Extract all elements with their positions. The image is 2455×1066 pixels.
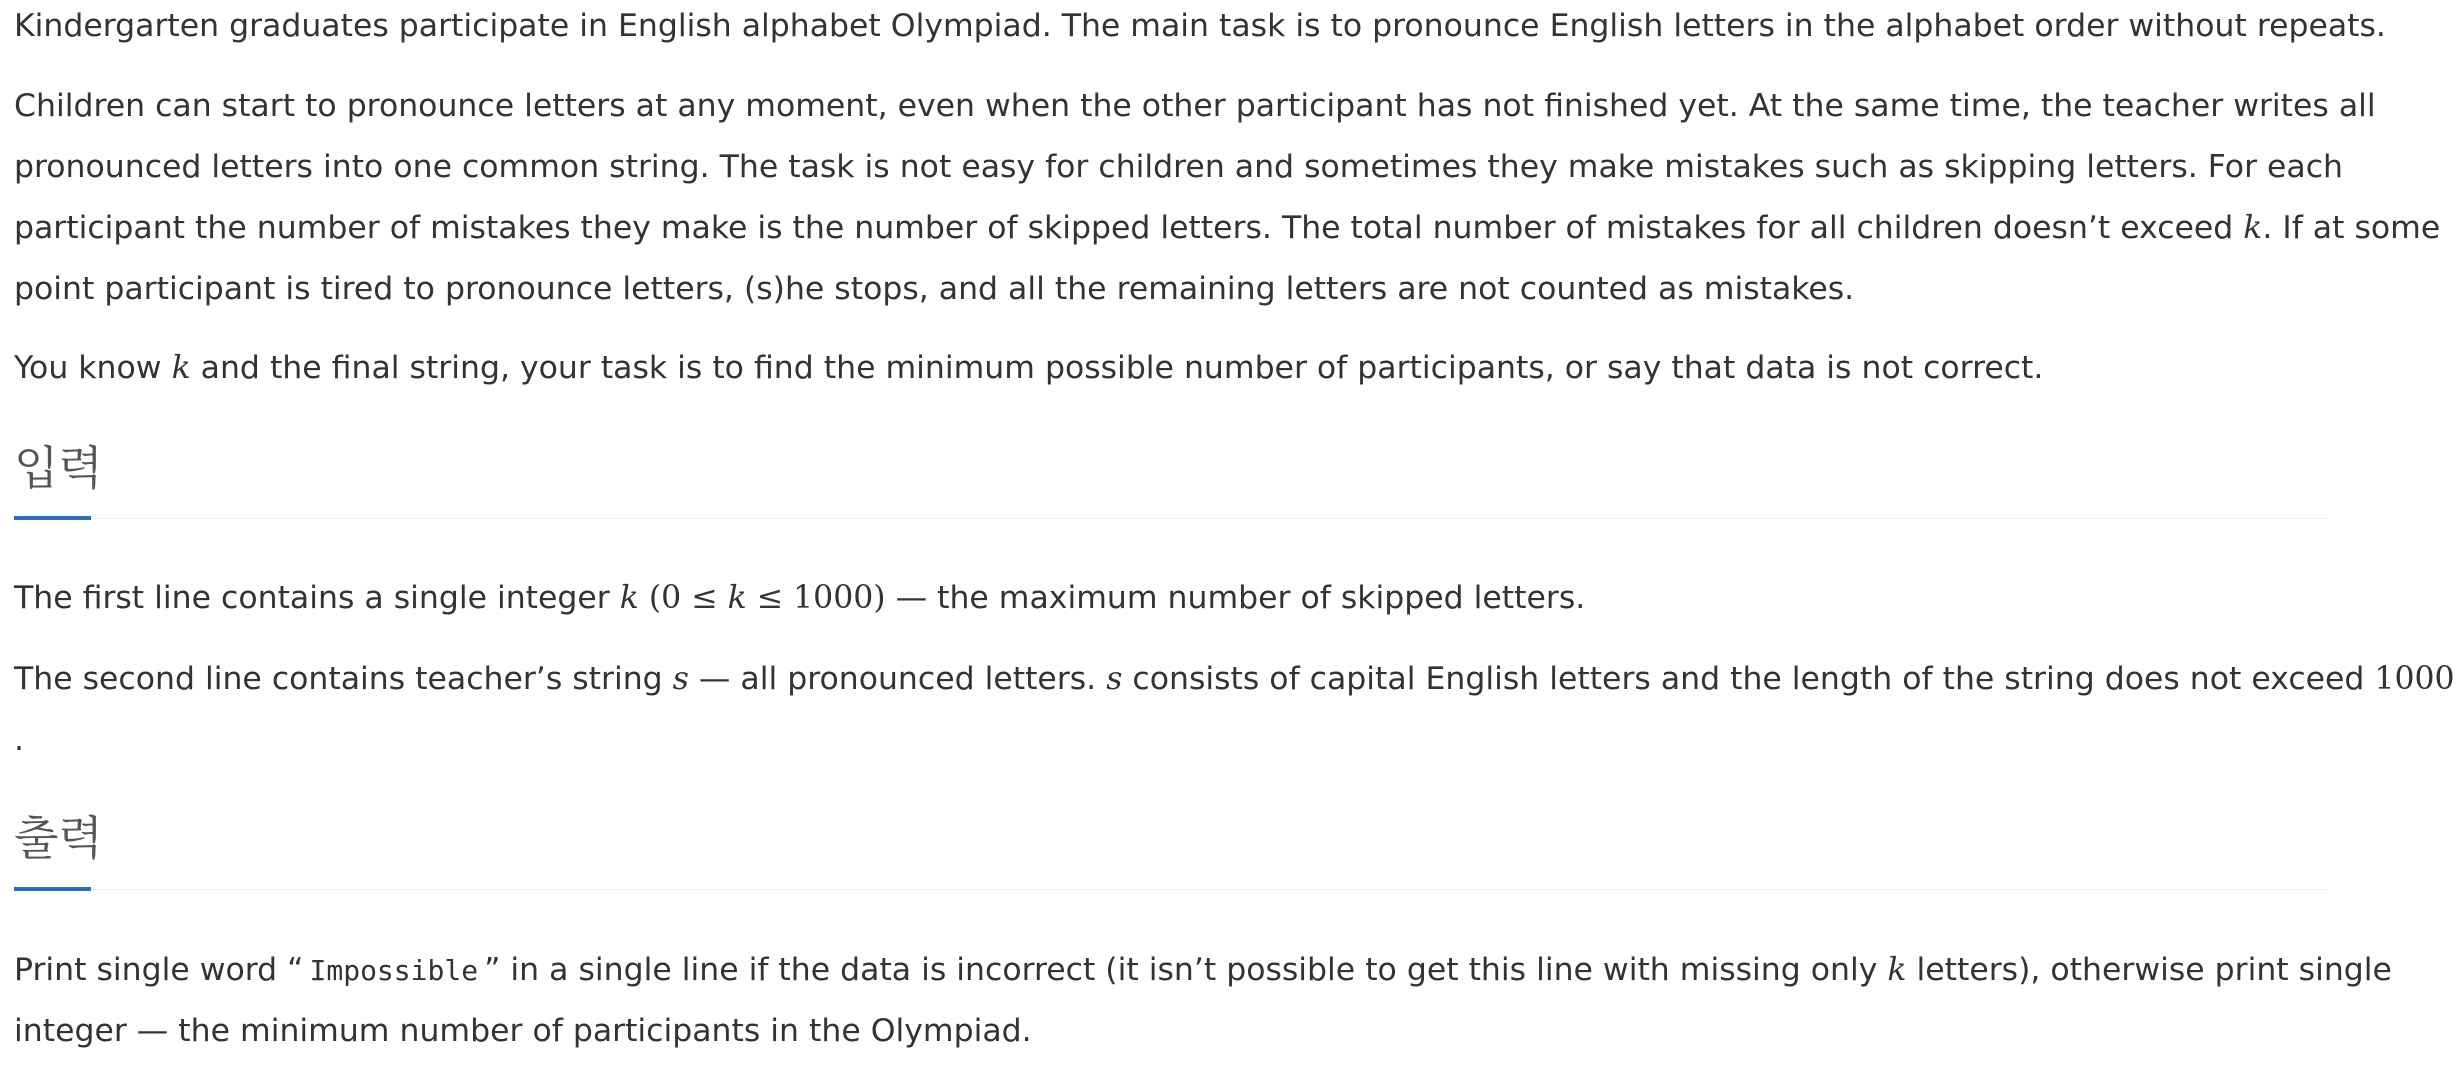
rules-paragraph [14,76,2441,320]
math-limit: 1000 [2374,661,2455,697]
math-range-close: ≤ 1000) [746,580,886,616]
output-paragraph [14,940,2392,1062]
input-line-2-text-a: The second line contains teacher’s string [14,661,673,697]
math-k: k [1887,952,1907,988]
task-text-a: You know [14,350,172,386]
rules-line-3-text-b: . If at some [2262,210,2441,246]
task-paragraph [14,338,2324,399]
math-k: k [619,580,639,616]
rules-line-2: pronounced letters into one common string. The task is not easy for children and sometimes they make mistakes such as skipping letters. For each [14,149,2344,185]
rules-line-4: point participant is tired to pronounce letters, (s)he stops, and all the remaining letters are not counted as mistakes. [14,271,1855,307]
rules-line-3 [14,198,2441,259]
output-heading-rule [14,889,2330,890]
input-line-2-text-c: consists of capital English letters and the length of the string does not exceed [1122,661,2375,697]
intro-paragraph [14,0,2386,57]
input-line-1-text-b: — the maximum number of skipped letters. [885,580,1586,616]
math-s: s [1106,661,1123,697]
input-heading-rule [14,518,2330,519]
input-line-2-period: . [14,722,25,758]
rules-line-1: Children can start to pronounce letters at any moment, even when the other participant has not finished yet. At the same time, the teacher writes all [14,88,2376,124]
math-k: k [727,580,747,616]
output-line-1 [14,940,2392,1001]
impossible-code: Impossible [309,954,479,987]
math-s: s [672,661,689,697]
output-heading: 출력 [14,811,103,865]
input-line-2-text [14,649,2455,710]
input-line-1-text [14,568,2324,629]
math-range-open: (0 ≤ [638,580,728,616]
input-heading-underline [14,516,91,520]
intro-text: Kindergarten graduates participate in English alphabet Olympiad. The main task is to pronounce English letters in the alphabet order without repeats. [14,8,2386,44]
task-line [14,338,2324,399]
output-line-2: integer — the minimum number of participants in the Olympiad. [14,1013,1032,1049]
task-text-b: and the final string, your task is to find the minimum possible number of participants, or say that data is not correct. [190,350,2044,386]
math-k: k [171,350,191,386]
output-line-1-text-c: letters), otherwise print single [1906,952,2392,988]
input-line-1-text-a: The first line contains a single integer [14,580,620,616]
input-line-2 [14,649,2455,771]
input-line-2-text-b: — all pronounced letters. [688,661,1107,697]
input-line-1 [14,568,2324,629]
output-line-1-text-b: ” in a single line if the data is incorrect (it isn’t possible to get this line with missing only [484,952,1888,988]
output-heading-underline [14,887,91,891]
input-heading: 입력 [14,441,103,495]
output-line-1-text-a: Print single word “ [14,952,304,988]
math-k: k [2243,210,2263,246]
rules-line-3-text-a: participant the number of mistakes they make is the number of skipped letters. The total number of mistakes for all children doesn’t exceed [14,210,2244,246]
